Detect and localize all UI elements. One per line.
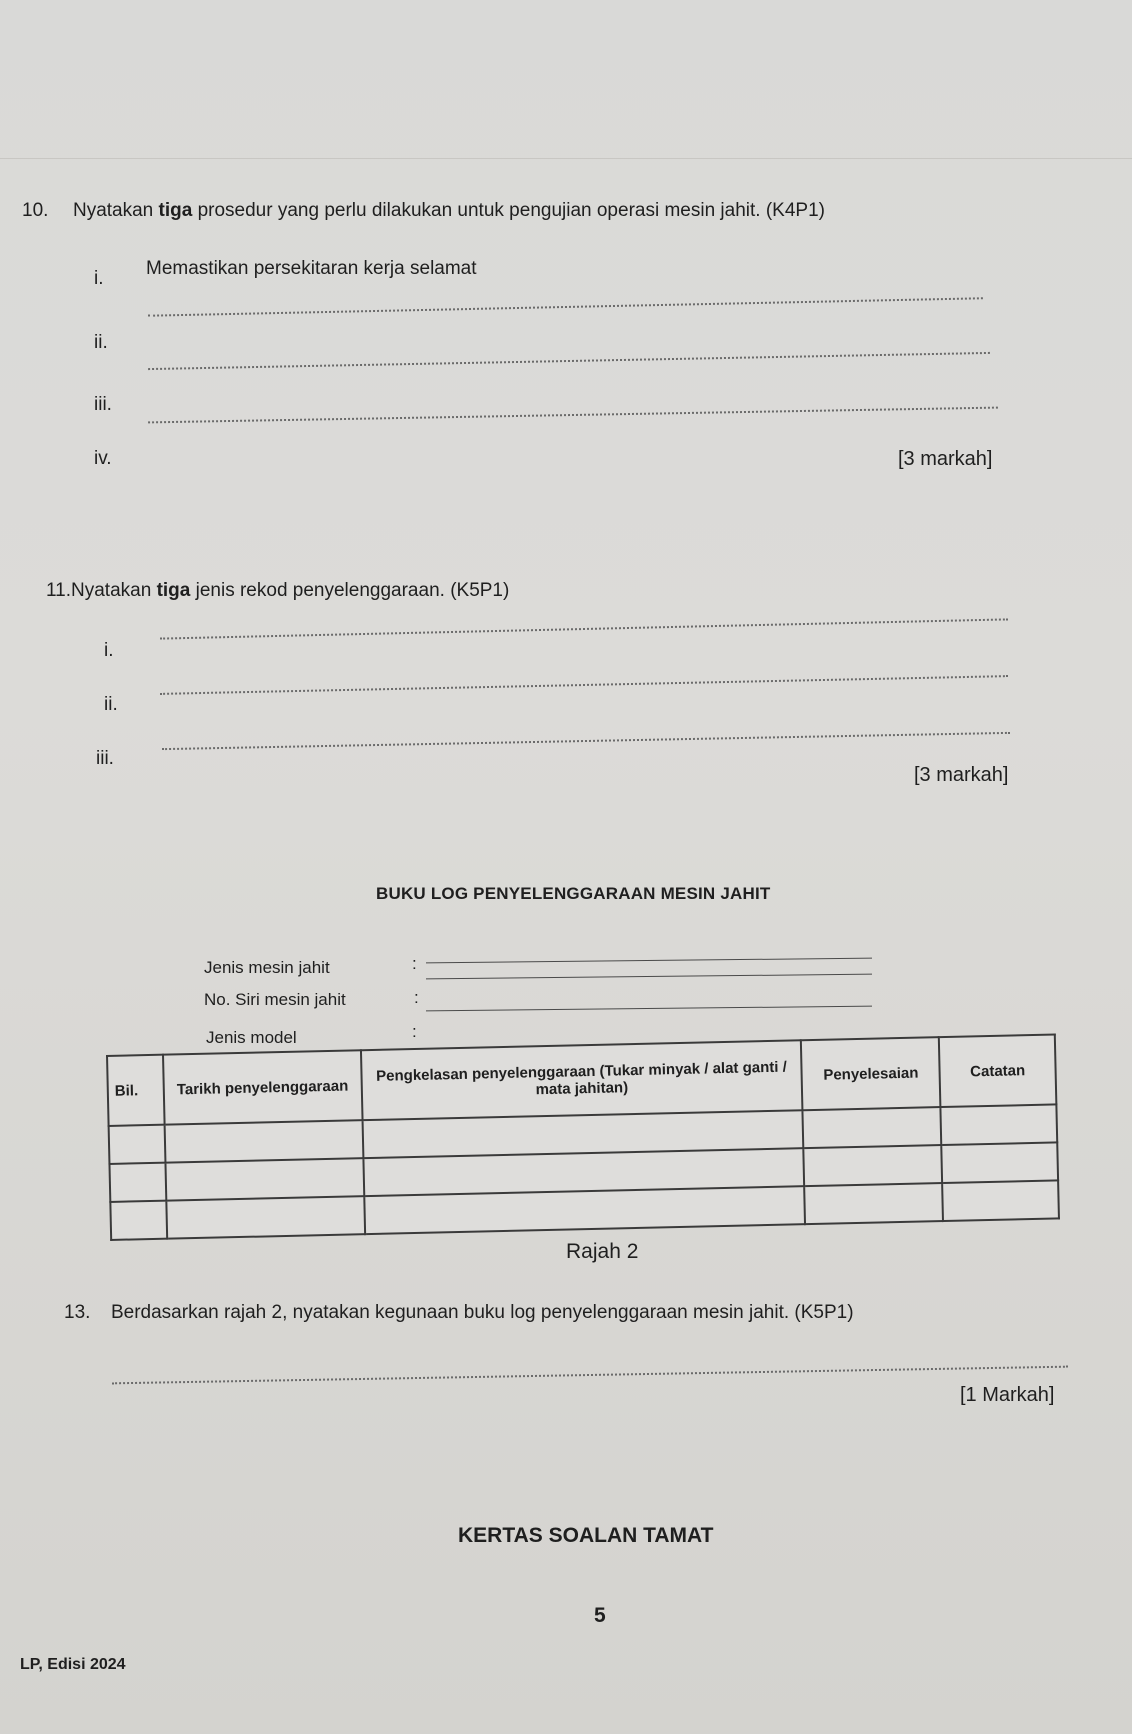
q11-item-label: iii. xyxy=(96,748,114,769)
table-cell[interactable] xyxy=(109,1163,166,1202)
table-cell[interactable] xyxy=(803,1107,942,1148)
question-text-after: prosedur yang perlu dilakukan untuk pengujian operasi mesin jahit. (K4P1) xyxy=(192,200,825,221)
answer-line[interactable] xyxy=(160,618,1008,639)
q10-item-label: iv. xyxy=(94,448,112,469)
table-cell[interactable] xyxy=(941,1104,1058,1145)
q13-marks: [1 Markah] xyxy=(960,1384,1055,1406)
question-number: 10. xyxy=(22,200,49,221)
table-cell[interactable] xyxy=(804,1183,943,1224)
q11-marks: [3 markah] xyxy=(914,764,1009,786)
q10-item-label: iii. xyxy=(94,394,112,415)
field-label-model-type: Jenis model xyxy=(206,1028,297,1047)
table-cell[interactable] xyxy=(165,1120,364,1162)
table-cell[interactable] xyxy=(941,1142,1058,1183)
end-of-paper: KERTAS SOALAN TAMAT xyxy=(458,1524,714,1547)
col-header-date: Tarikh penyelenggaraan xyxy=(163,1050,362,1124)
col-header-bil: Bil. xyxy=(107,1055,164,1126)
question-text: Berdasarkan rajah 2, nyatakan kegunaan buku log penyelenggaraan mesin jahit. (K5P1) xyxy=(110,1302,854,1323)
question-text-after: jenis rekod penyelenggaraan. (K5P1) xyxy=(190,580,510,601)
field-label-serial-no: No. Siri mesin jahit xyxy=(204,990,346,1009)
maintenance-log-table xyxy=(106,1033,1060,1241)
q10-item-label: ii. xyxy=(94,332,108,353)
table-cell[interactable] xyxy=(804,1145,943,1186)
answer-line[interactable] xyxy=(162,732,1010,750)
q10-item-answer: Memastikan persekitaran kerja selamat xyxy=(146,258,477,279)
question-number: 11. xyxy=(46,580,72,601)
field-colon: : xyxy=(412,954,417,973)
question-number: 13. xyxy=(64,1302,91,1323)
answer-line[interactable] xyxy=(112,1366,1068,1385)
question-text-before: Nyatakan xyxy=(71,580,157,601)
q11-item-label: ii. xyxy=(104,694,118,715)
question-13 xyxy=(64,1302,854,1324)
page-number: 5 xyxy=(594,1604,606,1627)
answer-line[interactable] xyxy=(148,297,983,316)
field-colon: : xyxy=(412,1022,417,1041)
table-cell[interactable] xyxy=(942,1180,1059,1221)
table-cell[interactable] xyxy=(109,1125,166,1164)
question-10 xyxy=(22,200,825,222)
answer-line[interactable] xyxy=(148,352,990,370)
footer-edition: LP, Edisi 2024 xyxy=(20,1656,126,1673)
figure-caption: Rajah 2 xyxy=(566,1240,639,1263)
question-text-before: Nyatakan xyxy=(72,200,159,221)
answer-line[interactable] xyxy=(160,675,1008,695)
col-header-notes: Catatan xyxy=(939,1034,1056,1107)
top-divider xyxy=(0,158,1132,159)
log-title: BUKU LOG PENYELENGGARAAN MESIN JAHIT xyxy=(376,884,771,903)
field-label-machine-type: Jenis mesin jahit xyxy=(204,958,330,977)
q10-item-label: i. xyxy=(94,268,104,289)
q10-marks: [3 markah] xyxy=(898,448,993,470)
q11-item-label: i. xyxy=(104,640,114,661)
col-header-classification: Pengkelasan penyelenggaraan (Tukar minyak / alat ganti / mata jahitan) xyxy=(361,1040,803,1120)
field-line-machine-type[interactable] xyxy=(426,958,872,964)
col-header-solution: Penyelesaian xyxy=(801,1037,940,1110)
question-emphasis: tiga xyxy=(158,200,193,221)
question-emphasis: tiga xyxy=(156,580,191,601)
answer-line[interactable] xyxy=(148,407,998,424)
table-cell[interactable] xyxy=(166,1196,365,1238)
question-11 xyxy=(46,580,509,602)
field-colon: : xyxy=(414,988,419,1007)
table-cell[interactable] xyxy=(110,1201,167,1240)
field-line-model-type[interactable] xyxy=(426,1006,872,1012)
field-line-serial-no[interactable] xyxy=(426,974,872,980)
table-cell[interactable] xyxy=(165,1158,364,1200)
